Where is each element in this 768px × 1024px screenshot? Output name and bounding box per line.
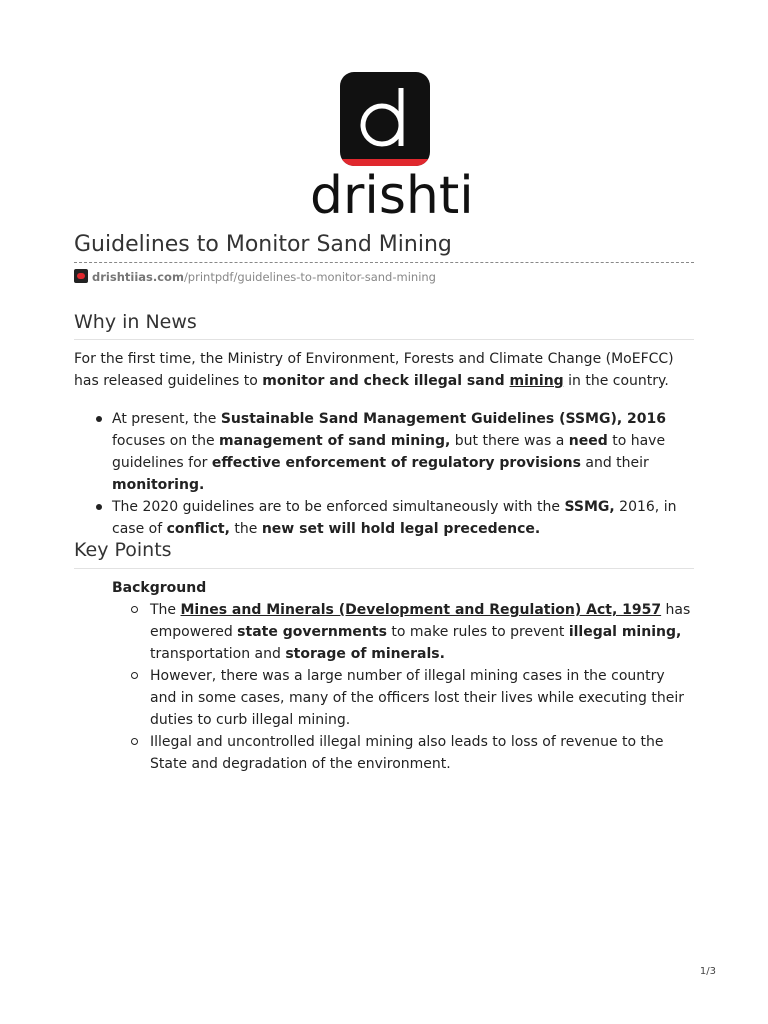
section-divider — [74, 339, 694, 340]
text-run: management of sand mining, — [219, 433, 451, 449]
title-divider — [74, 262, 694, 263]
text-run: At present, the — [112, 411, 221, 427]
text-run: The 2020 guidelines are to be enforced simultaneously with the — [112, 499, 565, 515]
why-in-news-bullets — [74, 408, 694, 540]
text-run: has empowered — [150, 602, 691, 640]
background-label: Background — [112, 580, 207, 596]
text-run: The — [150, 602, 181, 618]
source-domain[interactable]: drishtiias.com — [92, 270, 184, 284]
text-run: 2016, in case of — [112, 499, 677, 537]
text-run: Illegal and uncontrolled illegal mining also leads to loss of revenue to the State and degradation of the environment. — [150, 734, 664, 772]
text-run: conflict, — [166, 521, 230, 537]
text-run: SSMG, — [564, 499, 615, 515]
text-run: storage of minerals. — [285, 646, 445, 662]
source-path[interactable]: /printpdf/guidelines-to-monitor-sand-mining — [183, 270, 436, 284]
text-run: monitoring. — [112, 477, 205, 493]
list-item — [112, 731, 692, 775]
logo-wordmark: drishti — [310, 166, 474, 226]
text-run: state governments — [237, 624, 387, 640]
key-points-list — [112, 599, 692, 775]
text-run — [510, 373, 564, 389]
text-run: transportation and — [150, 646, 286, 662]
text-run: For the first time, the Ministry of Environment, Forests and Climate Change (MoEFCC) has released guidelines to — [74, 351, 674, 389]
drishti-favicon-icon — [74, 269, 88, 283]
text-run: However, there was a large number of illegal mining cases in the country and in some cases, many of the officers lost their lives while executing their duties to curb illegal mining. — [150, 668, 685, 728]
text-run — [181, 602, 662, 618]
key-points-heading: Key Points — [74, 539, 172, 561]
text-run: to make rules to prevent — [386, 624, 569, 640]
drishti-d-logo-icon — [340, 72, 430, 166]
section-divider — [74, 568, 694, 569]
list-item — [74, 408, 694, 496]
list-item — [74, 496, 694, 540]
text-run: and their — [580, 455, 649, 471]
source-link[interactable] — [74, 268, 436, 286]
text-run: mining — [509, 373, 564, 389]
text-run: to have guidelines for — [112, 433, 666, 471]
text-run: Sustainable Sand Management Guidelines (SSMG), 2016 — [220, 411, 667, 427]
text-run: monitor and check illegal sand — [262, 373, 510, 389]
list-item — [112, 665, 692, 731]
text-run: need — [568, 433, 608, 449]
text-run: in the country. — [563, 373, 669, 389]
list-item — [112, 599, 692, 665]
text-run: the — [229, 521, 262, 537]
page-title: Guidelines to Monitor Sand Mining — [74, 232, 452, 257]
text-run: Mines and Minerals (Development and Regulation) Act, 1957 — [180, 602, 662, 618]
text-run: effective enforcement of regulatory provisions — [211, 455, 581, 471]
text-run: illegal mining, — [568, 624, 682, 640]
why-in-news-intro — [74, 348, 674, 392]
text-run: new set will hold legal precedence. — [261, 521, 541, 537]
text-run: focuses on the — [112, 433, 220, 449]
why-in-news-heading: Why in News — [74, 311, 197, 333]
text-run: but there was a — [450, 433, 569, 449]
page-number: 1/3 — [699, 966, 716, 977]
